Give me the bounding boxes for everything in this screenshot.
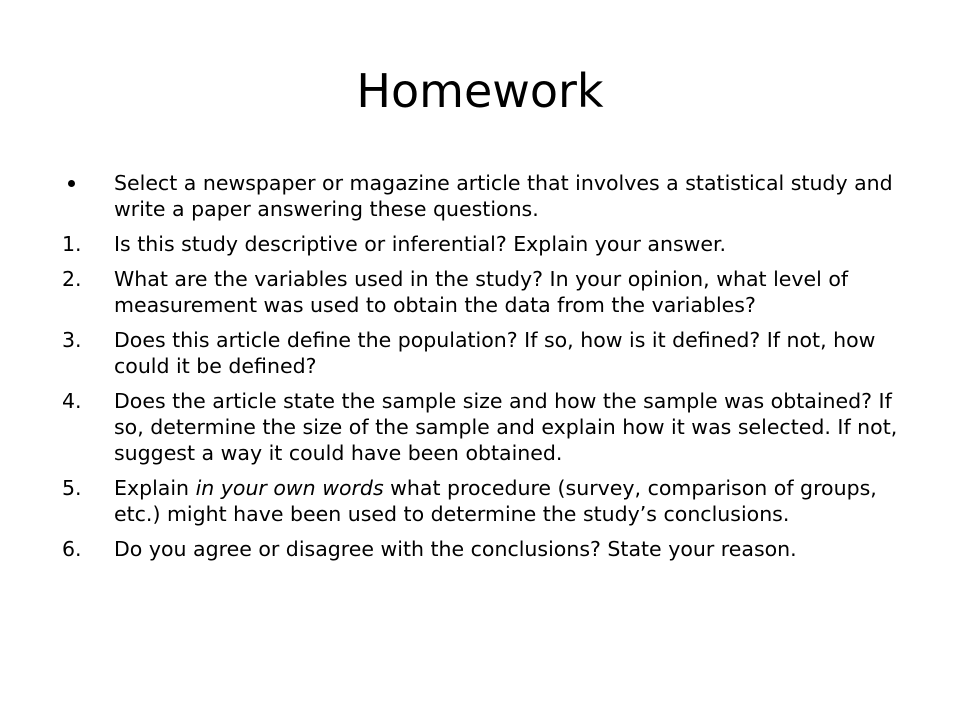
bullet-item: [62, 170, 912, 222]
question-item-4: [62, 388, 912, 466]
slide-title: Homework: [356, 64, 604, 118]
question-text: Does the article state the sample size and how the sample was obtained? If so, determine the size of the sample and explain how it was selected. If not, suggest a way it could have been obtained.: [114, 389, 898, 465]
question-text: Is this study descriptive or inferential? Explain your answer.: [114, 232, 727, 256]
question-text-after: what procedure (survey, comparison of groups, etc.) might have been used to determine the study’s conclusions.: [114, 476, 877, 526]
slide-content: [62, 170, 912, 571]
question-item-6: [62, 536, 912, 562]
question-number: 1.: [62, 232, 82, 256]
question-item-3: [62, 327, 912, 379]
question-item-2: [62, 266, 912, 318]
question-number: 5.: [62, 476, 82, 500]
question-number: 3.: [62, 328, 82, 352]
question-number: 2.: [62, 267, 82, 291]
question-number: 4.: [62, 389, 82, 413]
question-text: Does this article define the population? If so, how is it defined? If not, how could it be defined?: [114, 328, 876, 378]
question-number: 6.: [62, 537, 82, 561]
question-text: What are the variables used in the study? In your opinion, what level of measurement was used to obtain the data from the variables?: [114, 267, 849, 317]
question-text-emphasis: in your own words: [195, 476, 384, 500]
bullet-text: Select a newspaper or magazine article that involves a statistical study and write a paper answering these questions.: [114, 171, 893, 221]
bullet-dot-icon: [68, 180, 75, 187]
question-item-5: [62, 475, 912, 527]
question-text: Do you agree or disagree with the conclusions? State your reason.: [114, 537, 797, 561]
question-item-1: [62, 231, 912, 257]
question-text-before: Explain: [114, 476, 196, 500]
question-text: [114, 475, 912, 527]
